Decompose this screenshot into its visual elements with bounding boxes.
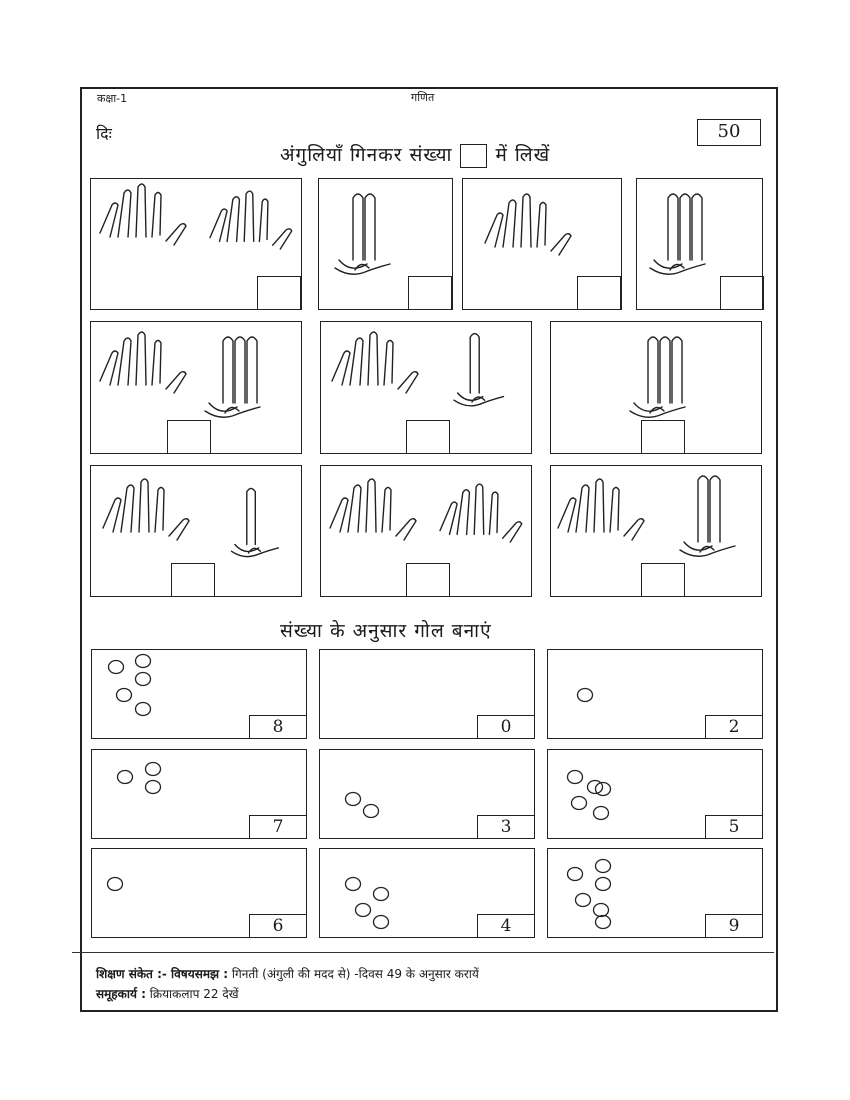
- circle-mark: [374, 916, 389, 929]
- answer-box[interactable]: [406, 420, 450, 454]
- circle-mark: [596, 783, 611, 796]
- open-hand-icon: [485, 194, 571, 255]
- folded-hand-icon: [454, 334, 504, 406]
- answer-box[interactable]: [641, 420, 685, 454]
- open-hand-icon: [103, 479, 189, 540]
- open-hand-icon: [330, 479, 416, 540]
- circle-mark: [136, 703, 151, 716]
- section1-title-part2: में लिखें: [495, 144, 551, 166]
- page-number: 50: [697, 119, 761, 146]
- answer-box[interactable]: [641, 563, 685, 597]
- answer-box[interactable]: [171, 563, 215, 597]
- section1-title-part1: अंगुलियाँ गिनकर संख्या: [280, 144, 453, 166]
- section1-title: [280, 141, 550, 168]
- open-hand-icon: [440, 484, 522, 542]
- footer-line-1: [96, 965, 479, 982]
- folded-hand-icon: [680, 476, 735, 556]
- number-label: 5: [705, 815, 763, 839]
- class-label: कक्षा-1: [97, 92, 128, 105]
- number-label: 4: [477, 914, 535, 938]
- folded-hand-icon: [630, 337, 685, 417]
- circle-mark: [118, 771, 133, 784]
- circle-mark: [346, 793, 361, 806]
- group-work-label: समूहकार्य :: [96, 987, 146, 1001]
- answer-box[interactable]: [577, 276, 621, 310]
- circle-mark: [596, 916, 611, 929]
- circle-mark: [572, 797, 587, 810]
- circle-mark: [117, 689, 132, 702]
- circle-mark: [109, 661, 124, 674]
- circle-mark: [364, 805, 379, 818]
- number-label: 6: [249, 914, 307, 938]
- circle-mark: [146, 763, 161, 776]
- circle-mark: [346, 878, 361, 891]
- folded-hand-icon: [205, 337, 260, 417]
- answer-box[interactable]: [167, 420, 211, 454]
- subject-label: गणित: [411, 91, 435, 104]
- number-label: 2: [705, 715, 763, 739]
- circle-mark: [108, 878, 123, 891]
- answer-box[interactable]: [408, 276, 452, 310]
- circle-mark: [136, 673, 151, 686]
- open-hand-icon: [332, 332, 418, 393]
- number-label: 7: [249, 815, 307, 839]
- teaching-note-text: गिनती (अंगुली की मदद से) -दिवस 49 के अनुसार करायें: [231, 967, 479, 981]
- circle-mark: [596, 860, 611, 873]
- open-hand-icon: [100, 332, 186, 393]
- answer-box[interactable]: [257, 276, 301, 310]
- circle-mark: [146, 781, 161, 794]
- section2-title: संख्या के अनुसार गोल बनाएं: [280, 620, 492, 642]
- title-answer-box: [460, 144, 487, 168]
- number-label: 8: [249, 715, 307, 739]
- circle-mark: [594, 904, 609, 917]
- circle-mark: [594, 807, 609, 820]
- circle-mark: [356, 904, 371, 917]
- folded-hand-icon: [232, 488, 279, 556]
- number-label: 3: [477, 815, 535, 839]
- open-hand-icon: [100, 184, 186, 245]
- open-hand-icon: [558, 479, 644, 540]
- teaching-note-label: शिक्षण संकेत :- विषयसमझ :: [96, 967, 229, 981]
- circle-mark: [374, 888, 389, 901]
- folded-hand-icon: [335, 194, 390, 274]
- group-work-text: क्रियाकलाप 22 देखें: [149, 987, 239, 1001]
- footer-divider: [72, 952, 774, 953]
- circle-mark: [136, 655, 151, 668]
- number-label: 0: [477, 715, 535, 739]
- number-label: 9: [705, 914, 763, 938]
- date-label: दिः: [96, 124, 112, 143]
- circle-mark: [568, 868, 583, 881]
- circle-mark: [596, 878, 611, 891]
- circle-mark: [576, 894, 591, 907]
- folded-hand-icon: [650, 194, 705, 274]
- circle-mark: [578, 689, 593, 702]
- open-hand-icon: [210, 191, 292, 249]
- circle-mark: [568, 771, 583, 784]
- footer-line-2: [96, 985, 239, 1002]
- answer-box[interactable]: [406, 563, 450, 597]
- answer-box[interactable]: [720, 276, 764, 310]
